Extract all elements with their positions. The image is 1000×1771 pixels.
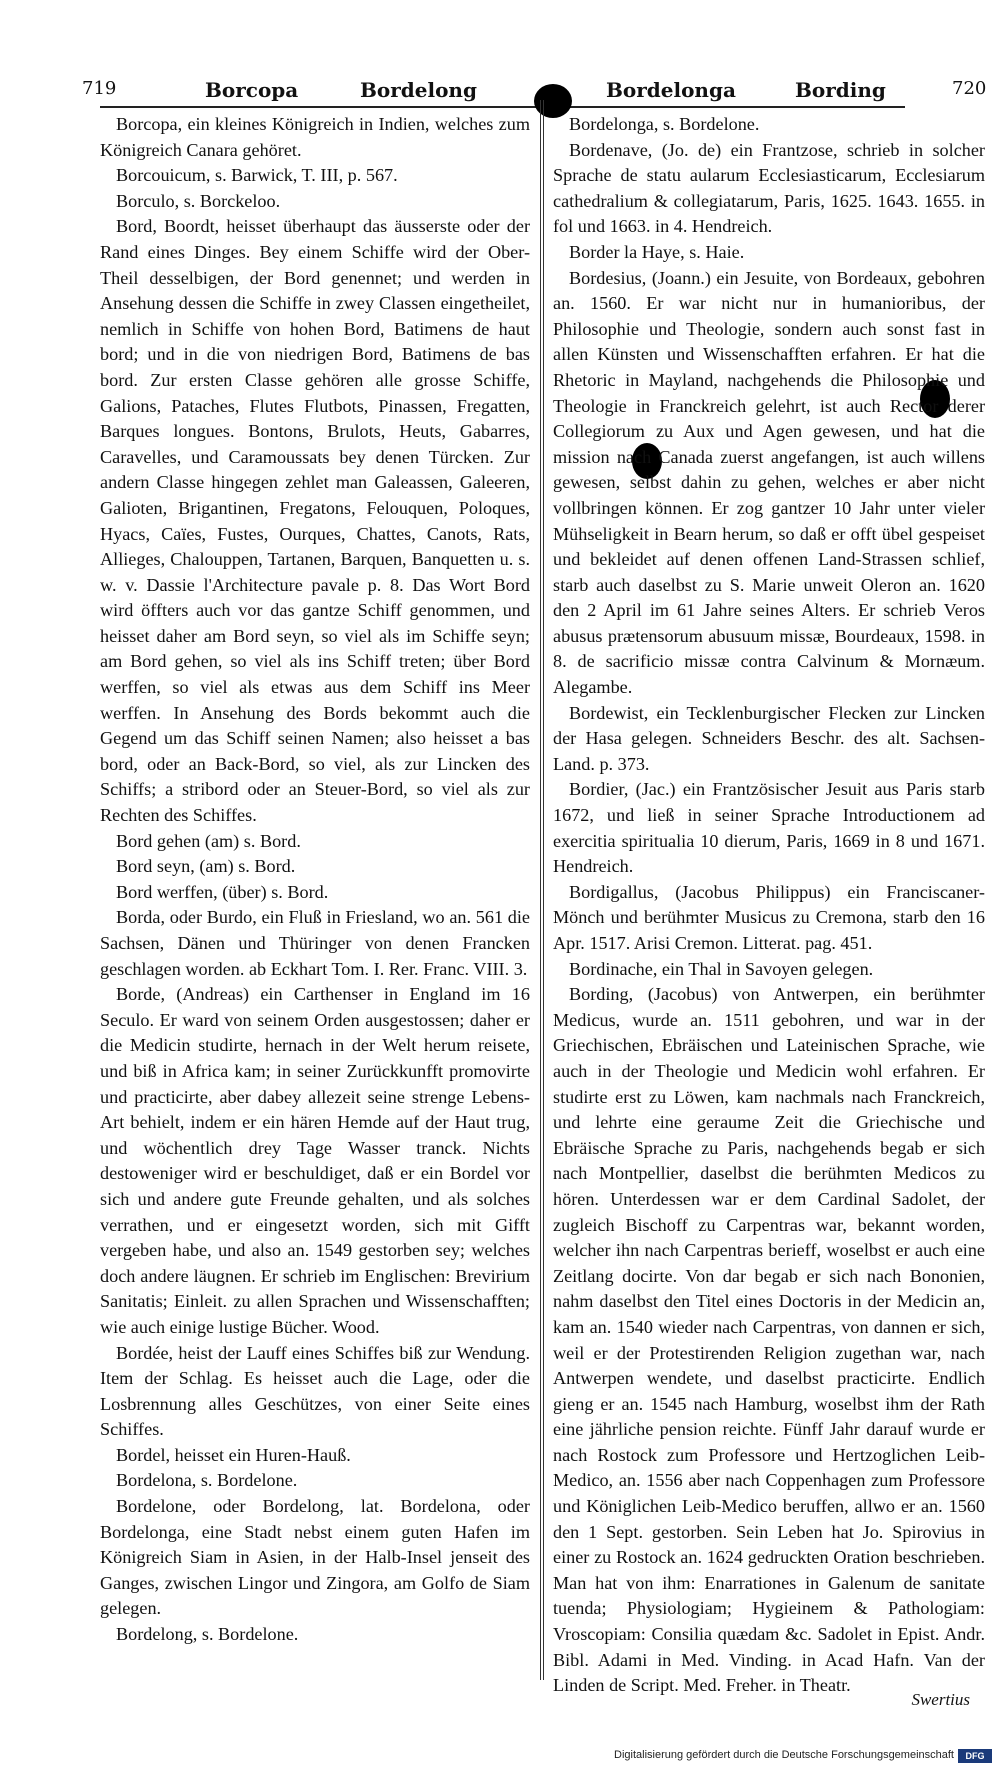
entry: Borda, oder Burdo, ein Fluß in Friesland, wo an. 561 die Sachsen, Dänen und Thüringer von denen Francken geschlagen worden. ab Eckhart Tom. I. Rer. Franc. VIII. 3. (100, 907, 530, 979)
entry: Borculo, s. Borckeloo. (116, 190, 281, 211)
entry: Borde, (Andreas) ein Carthenser in England im 16 Seculo. Er ward von seinem Orden ausgestossen; daher er die Medicin studirte, hernach in der Welt herum reisete, und biß in Africa kam; in seiner Zurückkunfft promovirte und practicirte, aber dabey allezeit seine strenge Lebens-Art behielt, indem er ein hären Hemde auf der Haut trug, und wöchentlich drey Tage Wasser tranck. Nichts destoweniger wird er beschuldiget, daß er ein Bordel vor sich und andere gute Freunde gehalten, und als solches verrathen, und er eingesetzt worden, sich mit Gifft vergeben habe, und also an. 1549 gestorben sey; welches doch andere läugnen. Er schrieb im Englischen: Brevirium Sanitatis; Einleit. zu allen Sprachen und Wissenschafften; wie auch einige lustige Bücher. Wood. (100, 984, 530, 1337)
column-divider (543, 100, 544, 1680)
running-head-1: Borcopa (205, 78, 299, 102)
entry: Bord, Boordt, heisset überhaupt das äusserste oder der Rand eines Dinges. Bey einem Schiffe wird der Ober-Theil desselbigen, der Bord genennet; und werden in Ansehung dessen die Schiffe in zwey Classen eingetheilet, nemlich in Schiffe von hohen Bord, Batimens de haut bord; und in die von niedrigen Bord, Batimens de bas bord. Zur ersten Classe gehören alle grosse Schiffe, Galions, Pataches, Flutes Flutbots, Pinassen, Fregatten, Barques longues. Bontons, Brulots, Heuts, Gabarres, Caravelles, und Caramoussats bey denen Türcken. Zur andern Classe hingegen zehlet man Galeassen, Galeeren, Galioten, Brigantinen, Fregatons, Felouquen, Poloques, Hyacs, Caïes, Fustes, Ourques, Chattes, Canots, Rats, Allieges, Chalouppen, Tartanen, Barquen, Banquetten u. s. w. v. Dassie l'Architecture pavale p. 8. Das Wort Bord wird öffters auch vor das gantze Schiff genommen, und heisset daher am Bord seyn, so viel als im Schiffe seyn; am Bord gehen, so viel als ins Schiff treten; über Bord werffen, so viel als etwas aus dem Schiff ins Meer werffen. In Ansehung des Bords bekommt auch die Gegend um das Schiff seinen Namen; also heisset a bas bord, oder an Back-Bord, so viel, als zur Lincken des Schiffs; a stribord oder an Steuer-Bord, so viel als zur Rechten des Schiffes. (100, 216, 530, 826)
left-column (100, 112, 530, 1645)
entry: Bordenave, (Jo. de) ein Frantzose, schrieb in solcher Sprache de statu aularum Ecclesiasticarum, Ecclesiarum cathedralium & collegiatarum, Paris, 1625. 1643. 1655. in fol und 1663. in 4. Hendreich. (553, 139, 985, 237)
running-head-2: Bordelong (360, 78, 477, 102)
entry: Bordelonga, s. Bordelone. (569, 114, 760, 134)
entry: Bordier, (Jac.) ein Frantzösischer Jesuit aus Paris starb 1672, und ließ in seiner Sprache Introductionem ad exercitia spiritualia 10 dierum, Paris, 1669 in 8 und 1671. Hendreich. (553, 779, 985, 877)
entry: Bordelong, s. Bordelone. (116, 1624, 299, 1645)
entry: Bordelona, s. Bordelone. (116, 1470, 298, 1491)
header-rule (100, 106, 905, 108)
entry: Bordewist, ein Tecklenburgischer Flecken zur Lincken der Hasa gelegen. Schneiders Beschr. des alt. Sachsen-Land. p. 373. (553, 702, 985, 774)
page-footer (0, 1739, 1000, 1771)
running-head-3: Bordelonga (606, 78, 736, 102)
entry: Bordée, heist der Lauff eines Schiffes biß zur Wendung. Item der Schlag. Es heisset auch die Lage, oder die Losbrennung alles Geschützes, von einer Seite eines Schiffes. (100, 1342, 530, 1440)
entry: Bordelone, oder Bordelong, lat. Bordelona, oder Bordelonga, eine Stadt nebst einem guten Hafen im Königreich Siam in Asien, in der Halb-Insel jenseit des Ganges, zwischen Lingor und Zingora, am Golfo de Siam gelegen. (100, 1496, 530, 1619)
right-column (553, 112, 985, 1696)
page-header (0, 0, 1000, 120)
entry: Borcouicum, s. Barwick, T. III, p. 567. (116, 165, 398, 186)
entry: Bord gehen (am) s. Bord. (116, 830, 301, 851)
entry: Border la Haye, s. Haie. (569, 241, 745, 262)
entry: Bord werffen, (über) s. Bord. (116, 881, 329, 902)
entry: Bordel, heisset ein Huren-Hauß. (116, 1444, 351, 1465)
dfg-logo: DFG (958, 1749, 992, 1763)
entry: Borcopa, ein kleines Königreich in Indien, welches zum Königreich Canara gehöret. (100, 114, 530, 160)
column-divider (540, 100, 541, 1680)
entry: Bordesius, (Joann.) ein Jesuite, von Bordeaux, gebohren an. 1560. Er war nicht nur in humanioribus, der Philosophie und Theologie, sondern auch sonst fast in allen Künsten und Wissenschafften erfahren. Er hat die Rhetoric in Mayland, nachgehends die Philosophie und Theologie in Franckreich gelehrt, ist auch Rector derer Collegiorum zu Aux und Agen gewesen, und hat die mission nach Canada zuerst angefangen, ist auch willens gewesen, selbst dahin zu gehen, welches er aber nicht vollbringen können. Er zog gantzer 10 Jahr unter vieler Mühseligkeit in Bearn herum, so daß er offt übel gespeiset und bekleidet auf denen offenen Land-Strassen schlief, starb auch daselbst zu S. Marie unweit Oleron an. 1620 den 2 April im 61 Jahre seines Alters. Er schrieb Veros abusus prætensorum abusuum missæ, Bourdeaux, 1598. in 8. de sacrificio missæ contra Calvinum & Mornæum. Alegambe. (553, 267, 985, 698)
footer-credit: Digitalisierung gefördert durch die Deutsche Forschungsgemeinschaft (614, 1749, 954, 1761)
entry: Bord seyn, (am) s. Bord. (116, 856, 296, 877)
running-head-4: Bording (795, 78, 886, 102)
entry: Bording, (Jacobus) von Antwerpen, ein berühmter Medicus, wurde an. 1511 gebohren, und war in der Griechischen, Ebräischen und Lateinischen Sprache, wie auch in der Theologie und Medicin wohl erfahren. Er studirte erst zu Löwen, kam nachmals nach Franckreich, und lehrte eine geraume Zeit die Griechische und Ebräische Sprache zu Paris, nachgehends begab er sich nach Montpellier, daselbst die berühmten Medicos zu hören. Unterdessen war er dem Cardinal Sadolet, der zugleich Bischoff zu Carpentras war, bekannt worden, welcher ihn nach Carpentras berieff, woselbst er auch eine Zeitlang docirte. Von dar begab er sich nach Bononien, nahm daselbst den Titel eines Doctoris in der Medicin an, kam an. 1540 wieder nach Carpentras, von dannen er sich, weil er der Protestirenden Religion zugethan war, nach Antwerpen wendete, und daselbst practicirte. Endlich gieng er an. 1545 nach Hamburg, woselbst ihm der Rath eine jährliche pension reichte. Fünff Jahr darauf wurde er nach Rostock zum Professore und Hertzoglichen Leib-Medico, an. 1556 aber nach Coppenhagen zum Professore und Königlichen Leib-Medico beruffen, allwo er an. 1560 den 1 Sept. gestorben. Sein Leben hat Jo. Spirovius in einer zu Rostock an. 1624 gedruckten Oration beschrieben. Man hat von ihm: Enarrationes in Galenum de sanitate tuenda; Physiologiam; Hygieinem & Pathologiam: Vroscopiam: Consilia quædam &c. Sadolet in Epist. Andr. Bibl. Adami in Med. Vinding. in Acad Hafn. Van der Linden de Script. Med. Freher. in Theatr. (553, 984, 985, 1696)
entry: Bordinache, ein Thal in Savoyen gelegen. (569, 958, 874, 979)
page-number-right: 720 (952, 78, 987, 99)
catchword: Swertius (911, 1690, 970, 1709)
entry: Bordigallus, (Jacobus Philippus) ein Franciscaner-Mönch und berühmter Musicus zu Cremona, starb den 16 Apr. 1517. Arisi Cremon. Litterat. pag. 451. (553, 881, 985, 953)
page-number-left: 719 (82, 78, 117, 99)
